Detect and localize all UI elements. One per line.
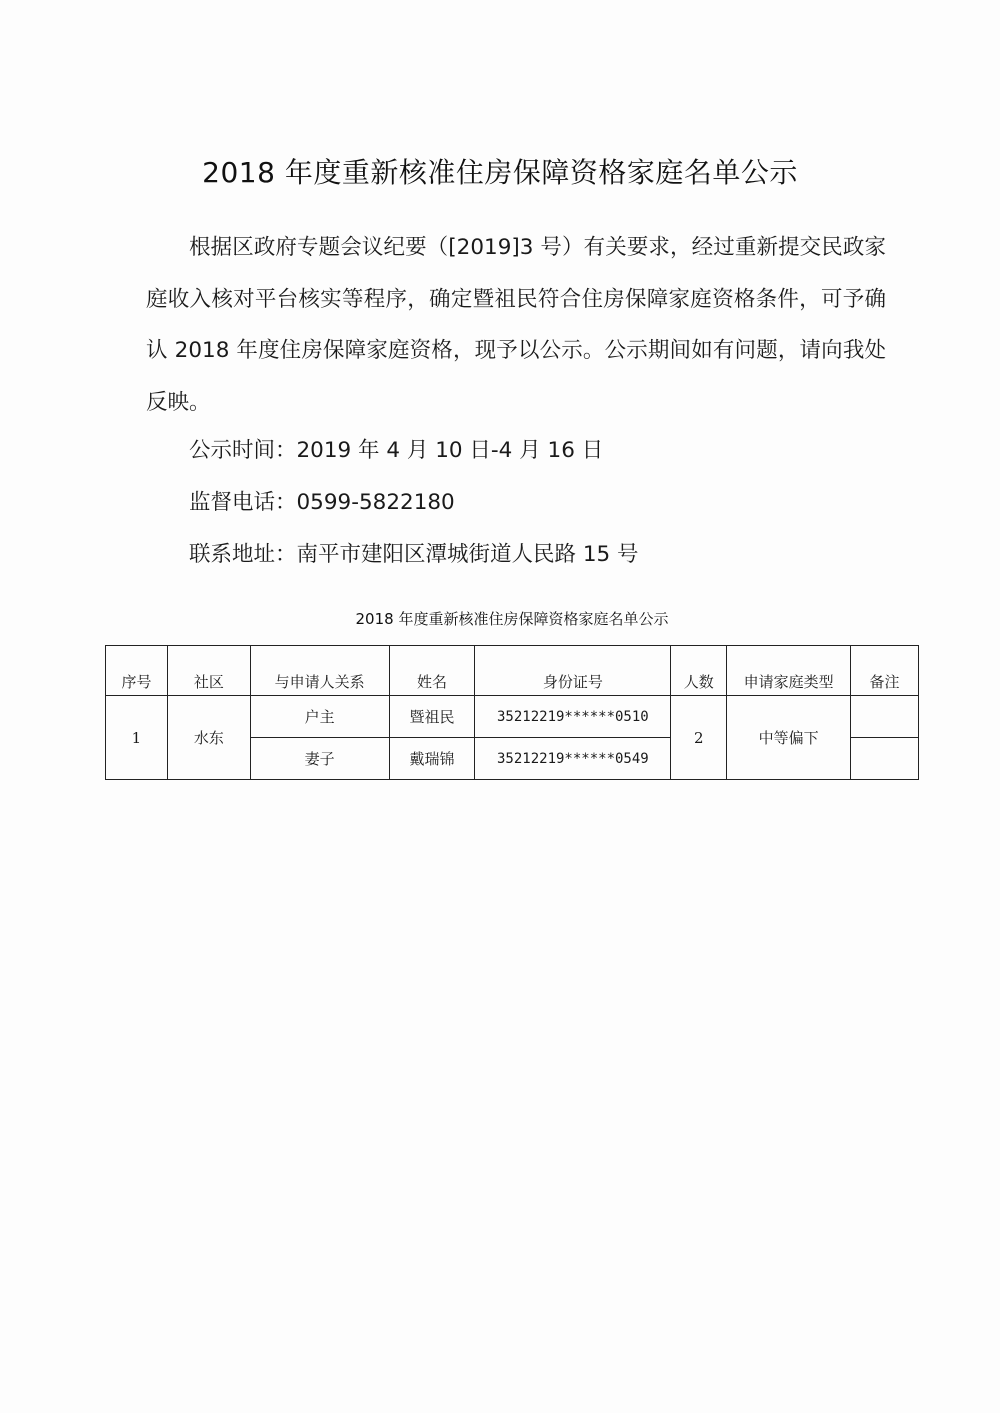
household-list-table (105, 645, 919, 780)
header-family-type: 申请家庭类型 (727, 646, 851, 696)
header-id-number: 身份证号 (475, 646, 671, 696)
table-header-row (106, 646, 919, 696)
table-caption: 2018 年度重新核准住房保障资格家庭名单公示 (355, 610, 669, 628)
header-count: 人数 (671, 646, 727, 696)
header-index: 序号 (106, 646, 168, 696)
cell-name: 戴瑞锦 (389, 738, 475, 780)
cell-index: 1 (106, 696, 168, 780)
header-name: 姓名 (389, 646, 475, 696)
document-title: 2018 年度重新核准住房保障资格家庭名单公示 (202, 156, 798, 189)
supervision-phone: 监督电话：0599-5822180 (189, 490, 455, 515)
cell-name: 暨祖民 (389, 696, 475, 738)
cell-remarks (851, 738, 919, 780)
cell-family-type: 中等偏下 (727, 696, 851, 780)
header-relation: 与申请人关系 (250, 646, 389, 696)
cell-relation: 妻子 (250, 738, 389, 780)
cell-community: 水东 (167, 696, 250, 780)
publicity-period: 公示时间：2019 年 4 月 10 日-4 月 16 日 (189, 438, 604, 463)
cell-relation: 户主 (250, 696, 389, 738)
body-paragraph: 根据区政府专题会议纪要（[2019]3 号）有关要求，经过重新提交民政家庭收入核对平台核实等程序，确定暨祖民符合住房保障家庭资格条件，可予确认 2018 年度住房保障家庭资格，现予以公示。公示期间如有问题，请向我处反映。 (146, 235, 886, 415)
cell-id-number: 35212219******0510 (475, 696, 671, 738)
cell-count: 2 (671, 696, 727, 780)
header-community: 社区 (167, 646, 250, 696)
cell-remarks (851, 696, 919, 738)
contact-address: 联系地址：南平市建阳区潭城街道人民路 15 号 (189, 542, 639, 567)
table-row (106, 696, 919, 738)
header-remarks: 备注 (851, 646, 919, 696)
cell-id-number: 35212219******0549 (475, 738, 671, 780)
